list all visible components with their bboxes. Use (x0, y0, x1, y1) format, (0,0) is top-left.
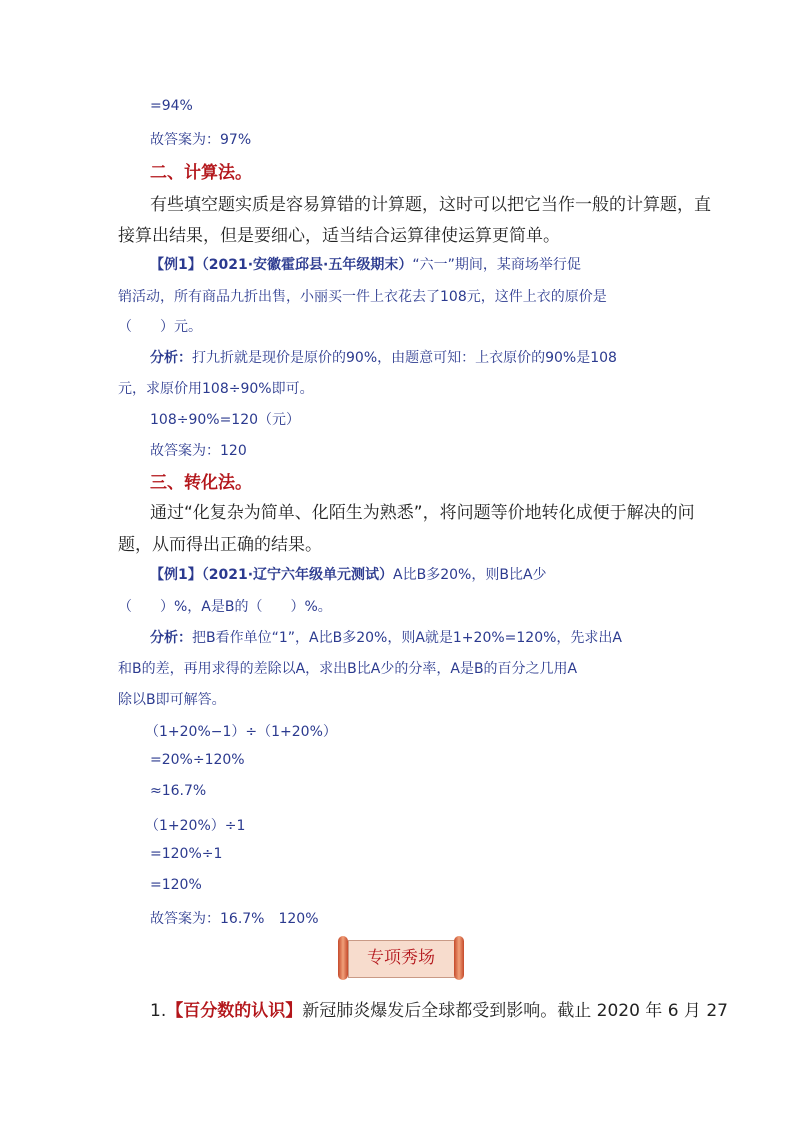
scroll-roll-left (338, 936, 348, 980)
calc-line: 108÷90%=120（元） (150, 412, 301, 428)
example-text: “六一”期间，某商场举行促 (412, 257, 581, 273)
analysis-text: 和B的差，再用求得的差除以A，求出B比A少的分率，A是B的百分之几用A (118, 661, 578, 677)
calc-line: =120%÷1 (150, 846, 223, 862)
example-tag: 【例1】 (150, 567, 202, 583)
calc-line: =20%÷120% (150, 752, 245, 768)
question-line (150, 996, 728, 1021)
scroll-roll-right (454, 936, 464, 980)
calc-line: =94% (150, 98, 193, 114)
calc-line: =120% (150, 877, 202, 893)
analysis-text: 打九折就是现价是原价的90%，由题意可知：上衣原价的90%是108 (192, 350, 617, 366)
analysis-line (150, 347, 617, 367)
analysis-text: 除以B即可解答。 (118, 692, 226, 708)
analysis-label: 分析： (150, 630, 192, 646)
paragraph-line: 接算出结果，但是要细心，适当结合运算律使运算更简单。 (118, 226, 560, 246)
question-number: 1. (150, 1001, 167, 1021)
analysis-line (150, 627, 622, 647)
example-source: （2021·辽宁六年级单元测试） (201, 567, 394, 583)
example-question (150, 254, 581, 274)
section-title-calc: 二、计算法。 (150, 163, 252, 183)
calc-line: （1+20%−1）÷（1+20%） (145, 724, 337, 740)
section-title-transform: 三、转化法。 (150, 473, 252, 493)
paragraph-line: 题，从而得出正确的结果。 (118, 535, 322, 555)
banner-title: 专项秀场 (367, 948, 435, 968)
example-text: 销活动，所有商品九折出售，小丽买一件上衣花去了108元，这件上衣的原价是 (118, 289, 607, 305)
example-text: （ ）元。 (118, 319, 202, 335)
paragraph-line: 有些填空题实质是容易算错的计算题，这时可以把它当作一般的计算题，直 (150, 195, 711, 215)
question-tag: 【百分数的认识】 (166, 1001, 303, 1021)
analysis-text: 把B看作单位“1”，A比B多20%，则A就是1+20%=120%，先求出A (192, 630, 622, 646)
analysis-label: 分析： (150, 350, 192, 366)
question-text: 新冠肺炎爆发后全球都受到影响。截止 2020 年 6 月 27 (302, 1001, 728, 1021)
calc-line: （1+20%）÷1 (145, 818, 246, 834)
example-question (150, 564, 547, 584)
example-text: （ ）%，A是B的（ ）%。 (118, 599, 332, 615)
example-text: A比B多20%，则B比A少 (393, 567, 547, 583)
calc-line: ≈16.7% (150, 783, 207, 799)
example-source: （2021·安徽霍邱县·五年级期末） (201, 257, 413, 273)
answer-line: 故答案为：16.7% 120% (150, 911, 319, 927)
answer-line: 故答案为：97% (150, 132, 252, 148)
analysis-text: 元，求原价用108÷90%即可。 (118, 381, 314, 397)
paragraph-line: 通过“化复杂为简单、化陌生为熟悉”，将问题等价地转化成便于解决的问 (150, 503, 695, 523)
answer-line: 故答案为：120 (150, 443, 247, 459)
example-tag: 【例1】 (150, 257, 202, 273)
section-banner (336, 936, 466, 980)
